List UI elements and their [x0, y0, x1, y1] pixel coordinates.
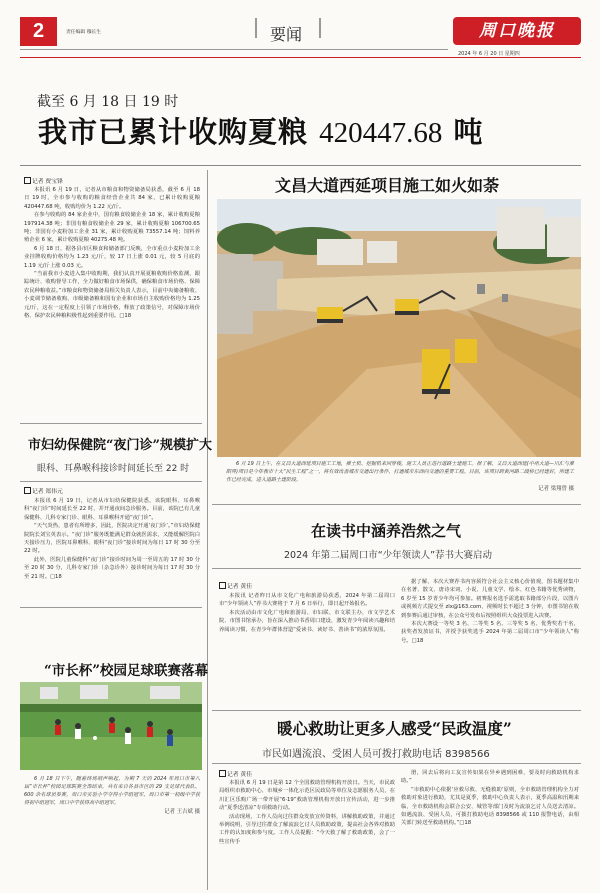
paragraph: “天气炎热，患者有所增多，因此，医院决定开通‘夜门诊’。”市妇幼保健院院长刘宝英表示。“夜门诊”服务既能满足群众就医需求，又能缓解医院白天接诊压力，医院耳鼻喉科、眼科“夜门诊”接诊时间为每日 17 时 30 分至 22 时。: [24, 523, 200, 555]
headline-unit: 吨: [453, 115, 484, 149]
paragraph: 本报讯 6 月 19 日，记者从市粮食和物资储备局获悉，截至 6 月 18 日 19 时，全市参与收购的粮食经营企业共 84 家，已累计收购夏粮 420447.68 吨，收购均价为 1.22 元/斤。: [24, 187, 200, 210]
photo-story-headline: 文昌大道西延项目施工如火如荼: [275, 176, 500, 195]
hospital-subhead: 眼科、耳鼻喉科接诊时间延长至 22 时: [37, 464, 190, 474]
paragraph: 册，回去后将向工友宣传如果在异乡遇到困难，要及时向救助机构求助。”: [401, 770, 579, 785]
section-rule: [212, 763, 581, 764]
football-credit: 记者 王吉斌 摄: [164, 809, 200, 815]
reading-byline: 记者 黄佳: [219, 581, 252, 590]
paragraph: 在参与收购的 84 家企业中，国有粮食收储企业 18 家，累计收购夏粮 197914.38 吨；非国有粮食收储企业 29 家，累计收购夏粮 106700.65 吨；非国有小麦粉加工企业 31 家，累计收购夏粮 73557.14 吨；饲料养殖企业 6 家，累计收购夏粮 40275.48 吨。: [24, 212, 200, 244]
football-headline: “市长杯”校园足球联赛落幕: [44, 663, 209, 679]
hospital-byline: 记者 郑伟元: [24, 486, 63, 495]
section-divider-left: [255, 18, 257, 38]
headline-text: 我市已累计收购夏粮: [38, 115, 309, 149]
section-rule: [20, 607, 202, 608]
newspaper-logo: 周口晚报: [453, 17, 581, 45]
paragraph: 本次大赛设一等奖 3 名、二等奖 5 名、三等奖 5 名、优秀奖若干名，获奖者发放证书，并授予获奖选手 2024 年第二届周口市“少年领读人”称号。□18: [401, 621, 579, 644]
hospital-headline: 市妇幼保健院“夜门诊”规模扩大: [28, 438, 212, 453]
rescue-body-left: [219, 779, 395, 846]
headline-rule: [20, 165, 581, 166]
photo-caption: 6 月 19 日上午，在文昌大道西延项目施工工地，推土机、挖掘机来回穿梭，施工人员正进行道路土建施工。据了解，文昌大道西延(中州大道—川汇与淮阳界)项目是今年我市十大“民生工程”之一，将有效改善城市交通出行条件，打通城市东西向交通的重要工程。目前，该项目跨黄河路二级桥已经建好，所建工作已经完成，进入道路土建阶段。: [226, 461, 574, 483]
section-rule: [212, 504, 581, 505]
reading-body-right: [401, 578, 579, 645]
paragraph: 本报讯 记者昨日从市文化广电和旅游局获悉，2024 年第二届周口市“少年领读人”荐书大赛将于 7 月 6 日举行，即日起开始报名。: [219, 593, 395, 608]
section-title: 要闻: [270, 25, 303, 44]
paragraph: 本报讯 6 月 19 日是第 12 个全国救助管理机构开放日。当天，市民政局组织市救助中心、市城乡一体化示范区民政局等单位及志愿服务人员，在川汇区乐购广场一带开展“6·19”救助管理机构开放日宣传活动，进一步推动“夏季送清凉”专项救助行动。: [219, 780, 395, 812]
paragraph: 本报讯 6 月 19 日，记者从市妇幼保健院获悉，该院眼科、耳鼻喉科“夜门诊”时间延长至 22 时，并开通夜间急诊服务。目前，该院已有儿童保健科、儿科专家门诊、眼科、耳鼻喉科开通“夜门诊”。: [24, 498, 200, 521]
paragraph: “当前我市小麦进入集中收购期，我们认真开展夏粮收购价格监测，跟踪统计、收购督导工作，全力做好粮食市场保供，确保粮食市场价格、保障农民种粮收益。”市粮食和物资储备局相关负责人表示，目前中央储备粮收、小麦调节储备收购、市级储备粮和国有企业和市场自主收购价格均为 1.25 元/斤，这在一定程度上引领了市场价格，释放了政策信号，对保障市场价格、保护农民种粮积极性起到重要作用。□18: [24, 271, 200, 320]
section-divider-right: [319, 18, 321, 38]
editor-line: 责任编辑 穆长生: [66, 30, 102, 35]
paragraph: 据了解，本次大赛荐书内容须符合社会主义核心价值观，图书题材集中在名著、散文、唐诗宋词、小说、儿童文学、绘本、红色书籍等优秀读物，6 岁至 15 岁青少年均可参加。初赛报名选手需选取书籍部分片段，以图片或视频方式提交至 zlx@163.com，视频时长不超过 3 分钟，市图书馆在收到参赛后通过审核，在公众号发布后按照组织大众投票进入决赛。: [401, 579, 579, 619]
construction-photo: [217, 199, 581, 457]
photo-caption-block: [226, 460, 574, 492]
paragraph: 活动现场，工作人员向过往群众发放宣传资料，讲解救助政策，并通过举例说明，引导过往群众了解流浪乞讨人员救助政策，提高社会各界对救助工作的认知度和参与度。工作人员提醒：“今天救了解了救助政策，会了一些宣传手: [219, 813, 395, 845]
lead-kicker: 截至 6 月 18 日 19 时: [37, 94, 179, 110]
hospital-body: [24, 497, 200, 581]
rescue-headline: 暖心救助让更多人感受“民政温度”: [277, 719, 512, 738]
lead-body: [24, 186, 200, 321]
page-number: 2: [20, 17, 57, 46]
section-rule: [212, 568, 581, 569]
reading-headline: 在读书中涵养浩然之气: [311, 522, 462, 540]
section-rule: [212, 710, 581, 711]
football-caption-block: [24, 775, 200, 815]
reading-subhead: 2024 年第二届周口市“少年领读人”荐书大赛启动: [284, 550, 493, 561]
lead-headline: [38, 110, 484, 151]
rescue-body-right: [401, 769, 579, 828]
issue-date: 2024 年 6 月 20 日 星期四: [458, 51, 520, 57]
paragraph: 6 月 18 日，据各县市区粮食和储备部门反映，全市重点小麦粉加工企业挂牌收购价格均为 1.23 元/斤，较 17 日上涨 0.01 元，较 5 月底的 1.19 元/斤上涨 0.03 元。: [24, 245, 200, 269]
header-rule: [20, 49, 448, 50]
football-caption: 6 月 18 日下午，随着终场哨声响起，为期 7 天的 2024 年周口市第八届“市长杯”校园足球联赛全部结束，共有来自各县市区的 29 支足球代表队、600 余名球员参赛，周口市实验小学夺得小学组冠军，周口市第一初级中学获得初中组冠军，周口中学获得高中组冠军。: [24, 776, 200, 806]
section-rule: [20, 423, 202, 424]
paragraph: “市救助中心依据‘应救尽救、无缝救助’原则，全市救助管理机构全力对救助对象进行救助，尤其是夏季，救助中心负责人表示，夏季高温和汛期来临，全市救助机构会联合公安、城管等部门及时为流浪乞讨人员送去清凉。如遇流浪、受困人员，可拨打救助电话 8398566 或 110 报警电话，由相关部门转送至救助机构。”□18: [401, 786, 579, 827]
lead-byline: 记者 贾宝锋: [24, 176, 63, 185]
photo-credit: 记者 梁翔曾 摄: [538, 486, 574, 492]
reading-body-left: [219, 592, 395, 634]
rescue-subhead: 市民如遇流浪、受困人员可拨打救助电话 8398566: [262, 749, 490, 760]
football-photo: [20, 682, 202, 770]
column-divider: [207, 170, 208, 890]
header-red-rule: [20, 57, 581, 58]
paragraph: 此外，医院儿童保健科“夜门诊”接诊时间为周一至周五的 17 时 30 分至 20 时 30 分，儿科专家门诊（杂急诊外）接诊时间为每日 17 时 30 分至 21 时。□18: [24, 556, 200, 580]
headline-number: 420447.68: [319, 117, 443, 149]
rescue-byline: 记者 黄佳: [219, 769, 252, 778]
section-rule: [20, 481, 202, 482]
paragraph: 本次活动由市文化广电和旅游局、市妇联、市文联主办，市文学艺术院、市图书馆承办，旨在深入推动书香周口建设，激发青少年阅读兴趣和培养阅读习惯，在青少年群体营造“爱读书、读好书、善读书”的浓厚氛围。: [219, 609, 395, 633]
